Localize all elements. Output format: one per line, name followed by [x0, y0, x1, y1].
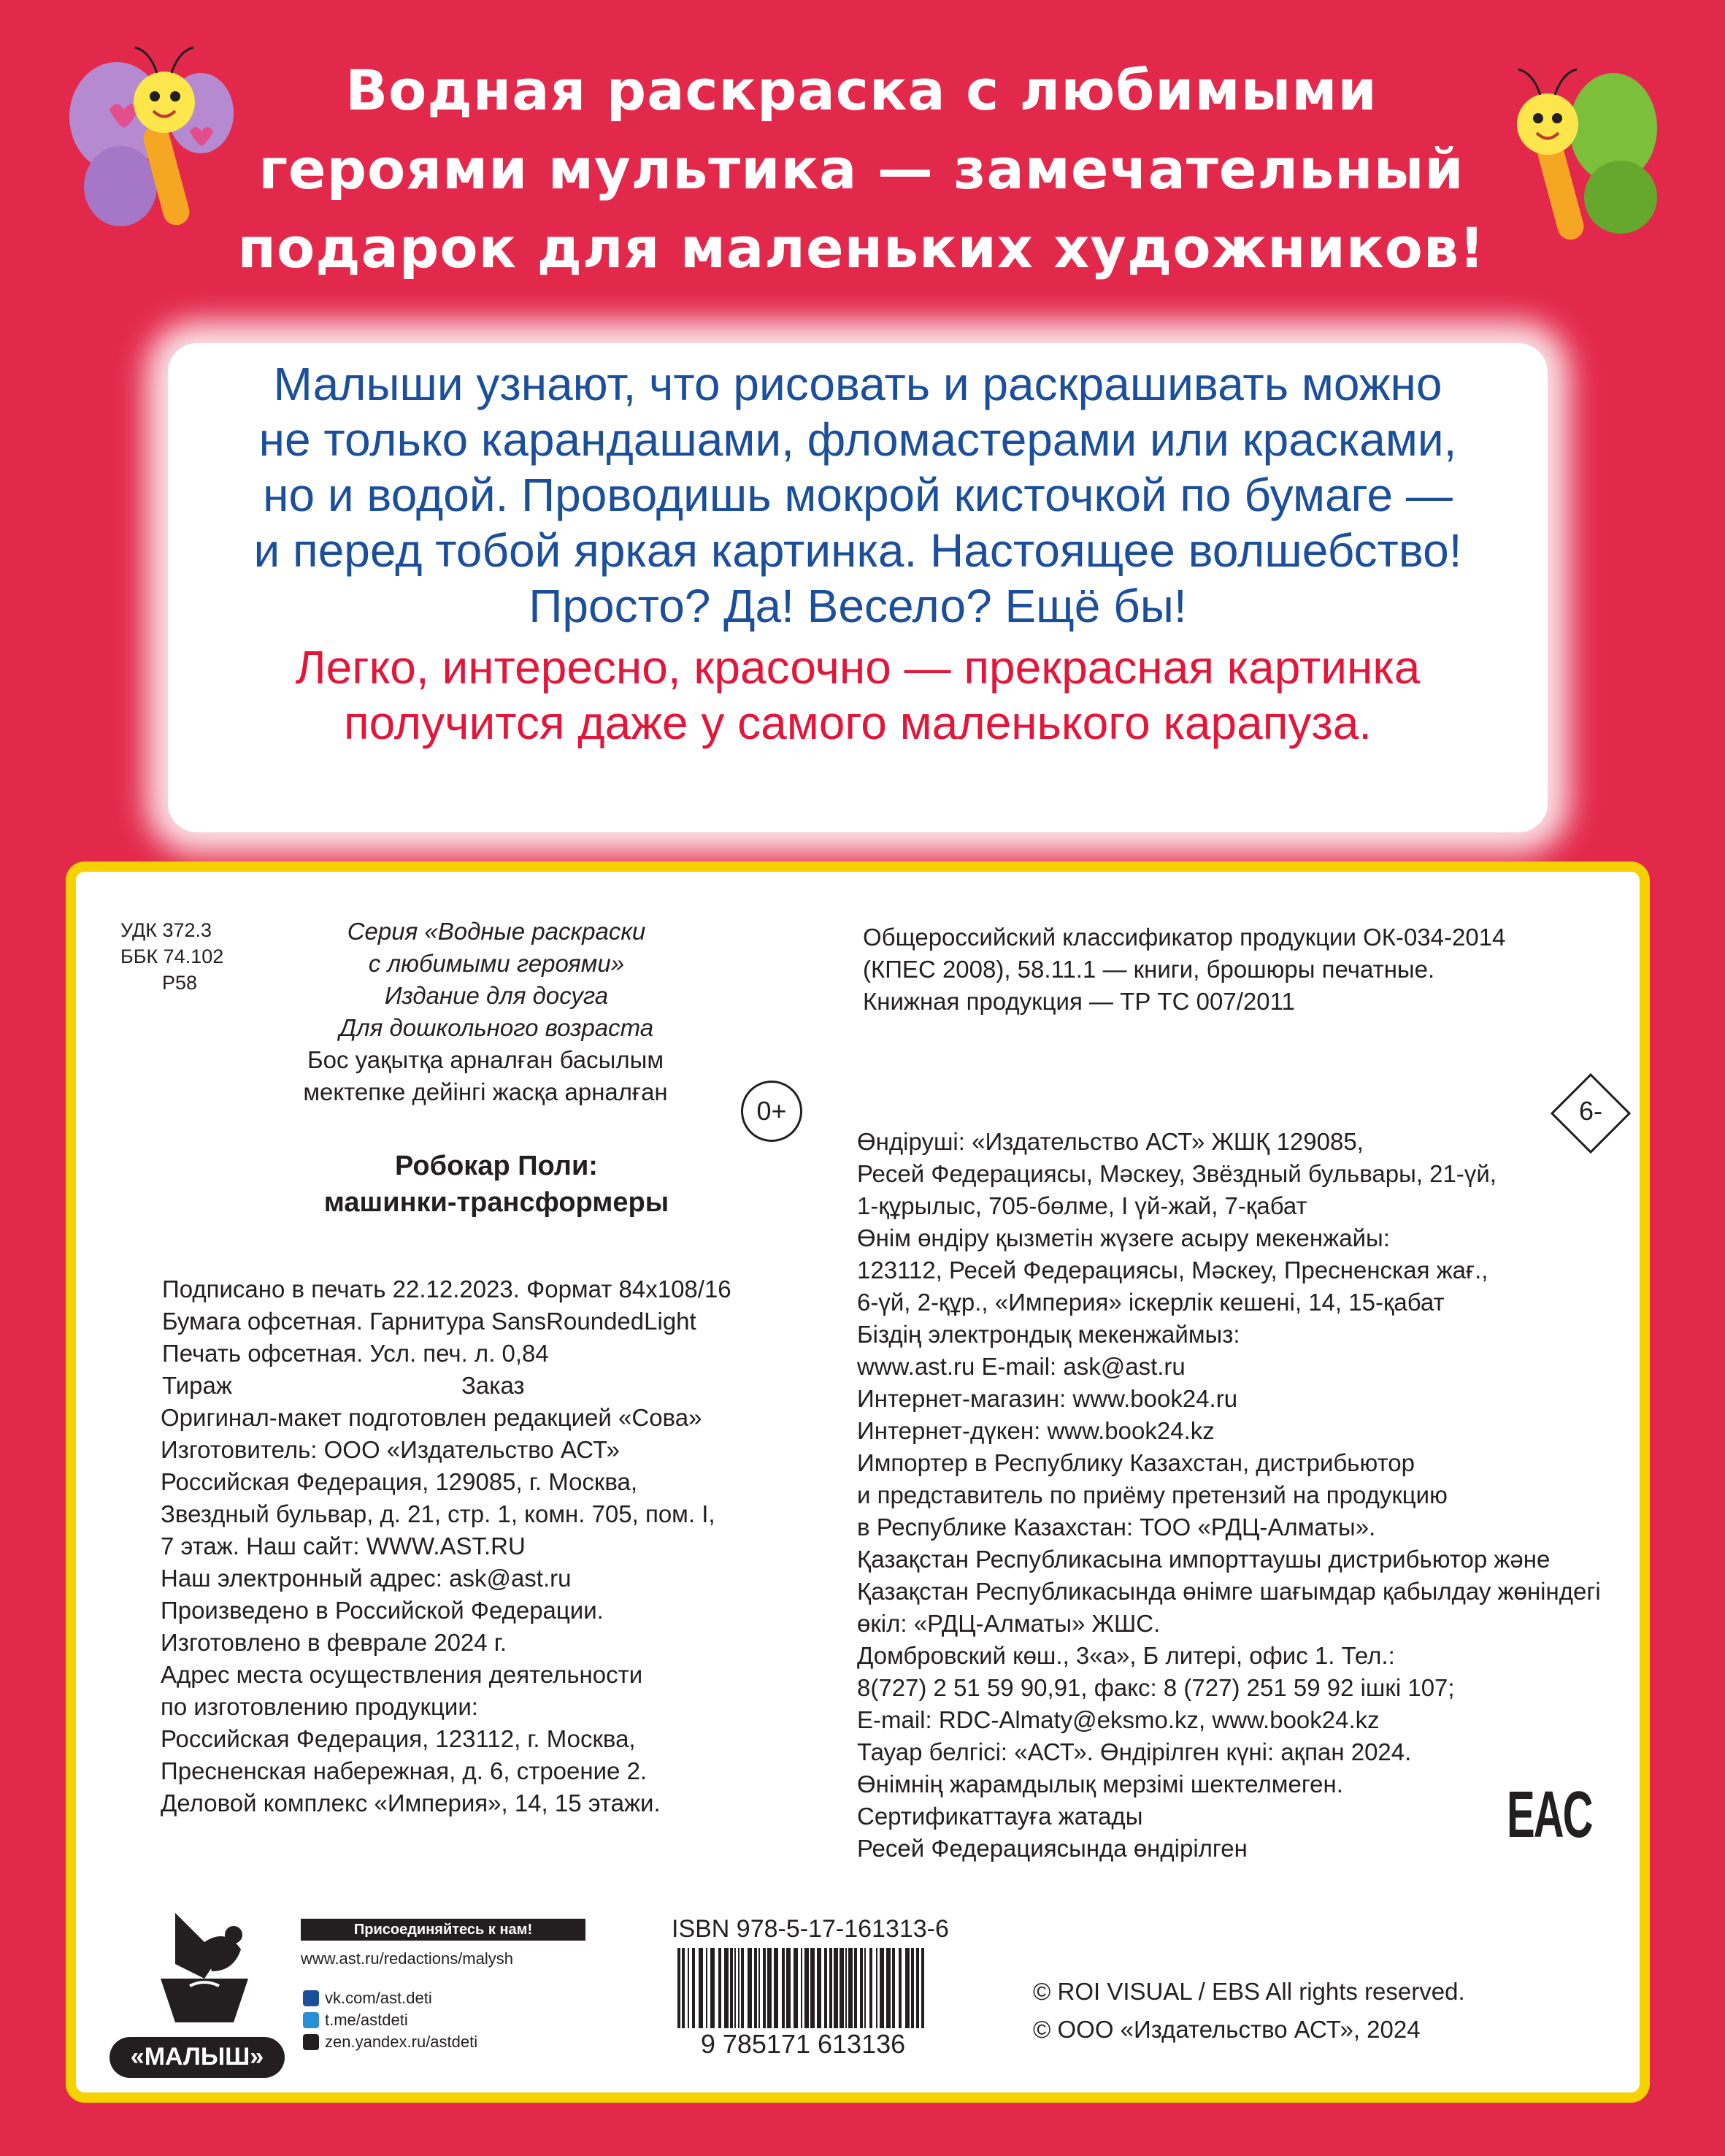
- headline-line: подарок для маленьких художников!: [237, 215, 1486, 280]
- kz-info-line: Интернет-магазин: www.book24.ru: [857, 1385, 1238, 1412]
- kz-info-line: Импортер в Республику Казахстан, дистрибьютор: [857, 1449, 1415, 1476]
- okp-line: Общероссийский классификатор продукции ОК-034-2014: [863, 924, 1506, 951]
- barcode-bar: [763, 1948, 766, 2028]
- social-vk-link[interactable]: vk.com/ast.deti: [325, 1989, 432, 2007]
- butterfly-right-illustration: [1482, 51, 1664, 248]
- barcode-bar: [710, 1948, 715, 2028]
- barcode-bar: [921, 1948, 924, 2028]
- barcode-bar: [706, 1948, 707, 2028]
- promo-text: [168, 343, 1548, 751]
- series-line: с любимыми героями»: [368, 950, 625, 977]
- barcode-bar: [734, 1948, 736, 2028]
- social-header: Присоединяйтесь к нам!: [301, 1919, 585, 1941]
- barcode-bar: [810, 1948, 815, 2028]
- kz-info-line: Өндіруші: «Издательство АСТ» ЖШҚ 129085,: [857, 1128, 1364, 1155]
- zakaz-label: Заказ: [461, 1372, 525, 1399]
- barcode-bar: [854, 1948, 857, 2028]
- promo-line: Просто? Да! Весело? Ещё бы!: [529, 580, 1187, 632]
- barcode-bar: [905, 1948, 910, 2028]
- copyright-line: © ООО «Издательство АСТ», 2024: [1033, 2016, 1421, 2043]
- publisher-line: по изготовлению продукции:: [161, 1693, 478, 1720]
- kz-info-line: Ресей Федерациясында өндірілген: [857, 1835, 1248, 1862]
- barcode-bar: [699, 1948, 703, 2028]
- publisher-line: Оригинал-макет подготовлен редакцией «Сова»: [161, 1404, 702, 1431]
- barcode-bar: [916, 1948, 919, 2028]
- butterfly-left-illustration: [66, 29, 241, 241]
- vk-icon: [303, 1990, 319, 2006]
- kz-info-line: 6-үй, 2-құр., «Империя» іскерлік кешені, 14, 15-қабат: [857, 1289, 1445, 1316]
- kz-info-line: Қазақстан Республикасына импорттаушы дистрибьютор және: [857, 1546, 1551, 1573]
- barcode-bar: [834, 1948, 838, 2028]
- barcode-bar: [804, 1948, 809, 2028]
- barcode-bar: [869, 1948, 872, 2028]
- author-sign: Р58: [162, 972, 198, 994]
- age-rating-badge: 0+: [741, 1081, 802, 1142]
- series-line: Для дошкольного возраста: [339, 1014, 654, 1041]
- print-info-line: Подписано в печать 22.12.2023. Формат 84х108/16: [162, 1275, 731, 1303]
- kz-info-line: 1-құрылыс, 705-бөлме, I үй-жай, 7-қабат: [857, 1192, 1307, 1219]
- kz-info-line: 8(727) 2 51 59 90,91, факс: 8 (727) 251 59 92 ішкі 107;: [857, 1674, 1455, 1701]
- publisher-line: Наш электронный адрес: ask@ast.ru: [161, 1565, 572, 1592]
- kz-info-line: www.ast.ru E-mail: ask@ast.ru: [857, 1353, 1186, 1380]
- zen-icon: [303, 2034, 319, 2050]
- barcode-bar: [774, 1948, 778, 2028]
- print-info-line: Печать офсетная. Усл. печ. л. 0,84: [162, 1340, 549, 1367]
- kz-info-line: Интернет-дүкен: www.book24.kz: [857, 1417, 1215, 1444]
- barcode-bar: [692, 1948, 695, 2028]
- kz-info-line: Домбровский көш., 3«а», Б литері, офис 1. Тел.:: [857, 1642, 1395, 1669]
- kz-info-line: и представитель по приёму претензий на продукцию: [857, 1481, 1448, 1508]
- barcode-bar: [892, 1948, 895, 2028]
- barcode-bar: [911, 1948, 914, 2028]
- kz-info-line: Өнім өндіру қызметін жүзеге асыру мекенжайы:: [857, 1224, 1390, 1251]
- barcode-bar: [794, 1948, 798, 2028]
- telegram-icon: [303, 2012, 319, 2028]
- headline-line: героями мультика — замечательный: [258, 137, 1464, 202]
- barcode-bar: [748, 1948, 752, 2028]
- kz-info-line: Өнімнің жарамдылық мерзімі шектелмеген.: [857, 1771, 1343, 1798]
- barcode-bar: [767, 1948, 772, 2028]
- promo-line: Малыши узнают, что рисовать и раскрашивать можно: [273, 358, 1442, 410]
- kz-info-line: Қазақстан Республикасында өнімге шағымдар қабылдау жөніндегі: [857, 1578, 1601, 1605]
- barcode-bar: [738, 1948, 739, 2028]
- barcode-bar: [754, 1948, 757, 2028]
- publisher-line: Звездный бульвар, д. 21, стр. 1, комн. 705, пом. I,: [161, 1500, 715, 1527]
- publisher-line: Изготовлено в феврале 2024 г.: [161, 1629, 507, 1656]
- cover-headline: [219, 51, 1504, 288]
- barcode-bar: [688, 1948, 689, 2028]
- social-site-link[interactable]: www.ast.ru/redactions/malysh: [301, 1949, 513, 1968]
- publisher-line: Произведено в Российской Федерации.: [161, 1597, 604, 1624]
- kz-info-line: Тауар белгісі: «АСТ». Өндірілген күні: ақпан 2024.: [857, 1738, 1412, 1765]
- kz-info-line: Сертификаттауға жатады: [857, 1803, 1143, 1830]
- tirazh-label: Тираж: [162, 1372, 232, 1399]
- barcode-digits: 9 785171 613136: [657, 2028, 949, 2060]
- barcode-bar: [677, 1948, 680, 2028]
- kz-info-line: Біздің электрондық мекенжаймыз:: [857, 1321, 1240, 1348]
- barcode-bar: [864, 1948, 866, 2028]
- barcode-bar: [758, 1948, 760, 2028]
- barcode-bar: [730, 1948, 733, 2028]
- kz-info-line: өкіл: «РДЦ-Алматы» ЖШС.: [857, 1610, 1161, 1637]
- barcode-bar: [801, 1948, 802, 2028]
- series-kz-line: мектепке дейінгі жасқа арналған: [303, 1078, 668, 1105]
- eac-mark: EAC: [1507, 1778, 1592, 1852]
- barcode-bar: [848, 1948, 853, 2028]
- promo-line: и перед тобой яркая картинка. Настоящее волшебство!: [253, 524, 1462, 577]
- book-title-line: Робокар Поли:: [395, 1151, 598, 1181]
- publisher-line: Адрес места осуществления деятельности: [161, 1661, 643, 1688]
- headline-line: Водная раскраска с любимыми: [345, 58, 1378, 123]
- udk-code: УДК 372.3: [120, 919, 212, 941]
- publisher-line: Изготовитель: ООО «Издательство АСТ»: [161, 1436, 620, 1463]
- okp-line: Книжная продукция — ТР ТС 007/2011: [863, 988, 1295, 1015]
- social-telegram-link[interactable]: t.me/astdeti: [325, 2011, 408, 2029]
- social-zen-link[interactable]: zen.yandex.ru/astdeti: [325, 2033, 478, 2051]
- book-title-line: машинки-трансформеры: [323, 1187, 669, 1218]
- barcode-bar: [829, 1948, 832, 2028]
- series-kz-line: Бос уақытқа арналған басылым: [307, 1046, 664, 1073]
- promo-line-highlight: получится даже у самого маленького карапуза.: [343, 697, 1372, 749]
- promo-line: не только карандашами, фломастерами или красками,: [258, 413, 1457, 466]
- kz-info-line: в Республике Казахстан: ТОО «РДЦ-Алматы».: [857, 1514, 1376, 1541]
- barcode-bar: [876, 1948, 877, 2028]
- okp-line: (КПЕС 2008), 58.11.1 — книги, брошюры печатные.: [863, 956, 1435, 983]
- malysh-logo-text: «МАЛЫШ»: [130, 2043, 264, 2071]
- kz-info-line: Ресей Федерациясы, Мәскеу, Звёздный бульвары, 21-үй,: [857, 1160, 1497, 1187]
- barcode-bar: [880, 1948, 884, 2028]
- barcode-bar: [824, 1948, 827, 2028]
- barcode-bar: [860, 1948, 863, 2028]
- publisher-line: Пресненская набережная, д. 6, строение 2.: [161, 1757, 648, 1784]
- copyright-line: © ROI VISUAL / EBS All rights reserved.: [1033, 1978, 1465, 2005]
- barcode-bar: [817, 1948, 821, 2028]
- kz-info-line: E-mail: RDC-Almaty@eksmo.kz, www.book24.kz: [857, 1706, 1380, 1733]
- isbn-number: ISBN 978-5-17-161313-6: [672, 1915, 949, 1943]
- barcode-bar: [899, 1948, 902, 2028]
- barcode-bar: [845, 1948, 847, 2028]
- publisher-line: Российская Федерация, 129085, г. Москва,: [161, 1468, 638, 1495]
- series-line: Издание для досуга: [384, 982, 609, 1009]
- publisher-line: 7 этаж. Наш сайт: WWW.AST.RU: [161, 1532, 526, 1560]
- barcode-bar: [682, 1948, 685, 2028]
- promo-line-highlight: Легко, интересно, красочно — прекрасная картинка: [295, 641, 1421, 694]
- barcode-bar: [724, 1948, 729, 2028]
- barcode-bar: [886, 1948, 891, 2028]
- malysh-logo: [146, 1898, 270, 2044]
- barcode-bar: [786, 1948, 791, 2028]
- barcode-bar: [718, 1948, 721, 2028]
- print-info-line: Бумага офсетная. Гарнитура SansRoundedLight: [162, 1308, 696, 1335]
- kz-info-line: 123112, Ресей Федерациясы, Мәскеу, Пресненская жағ.,: [857, 1257, 1488, 1284]
- publisher-line: Российская Федерация, 123112, г. Москва,: [161, 1725, 636, 1752]
- barcode-bar: [782, 1948, 785, 2028]
- barcode-bar: [741, 1948, 744, 2028]
- series-line: Серия «Водные раскраски: [347, 918, 646, 945]
- promo-line: но и водой. Проводишь мокрой кисточкой по бумаге —: [263, 469, 1453, 521]
- bbk-code: ББК 74.102: [120, 945, 224, 967]
- publisher-line: Деловой комплекс «Империя», 14, 15 этажи.: [161, 1789, 661, 1817]
- barcode-bar: [840, 1948, 844, 2028]
- age-rating-kz-badge: 6-: [1578, 1096, 1602, 1126]
